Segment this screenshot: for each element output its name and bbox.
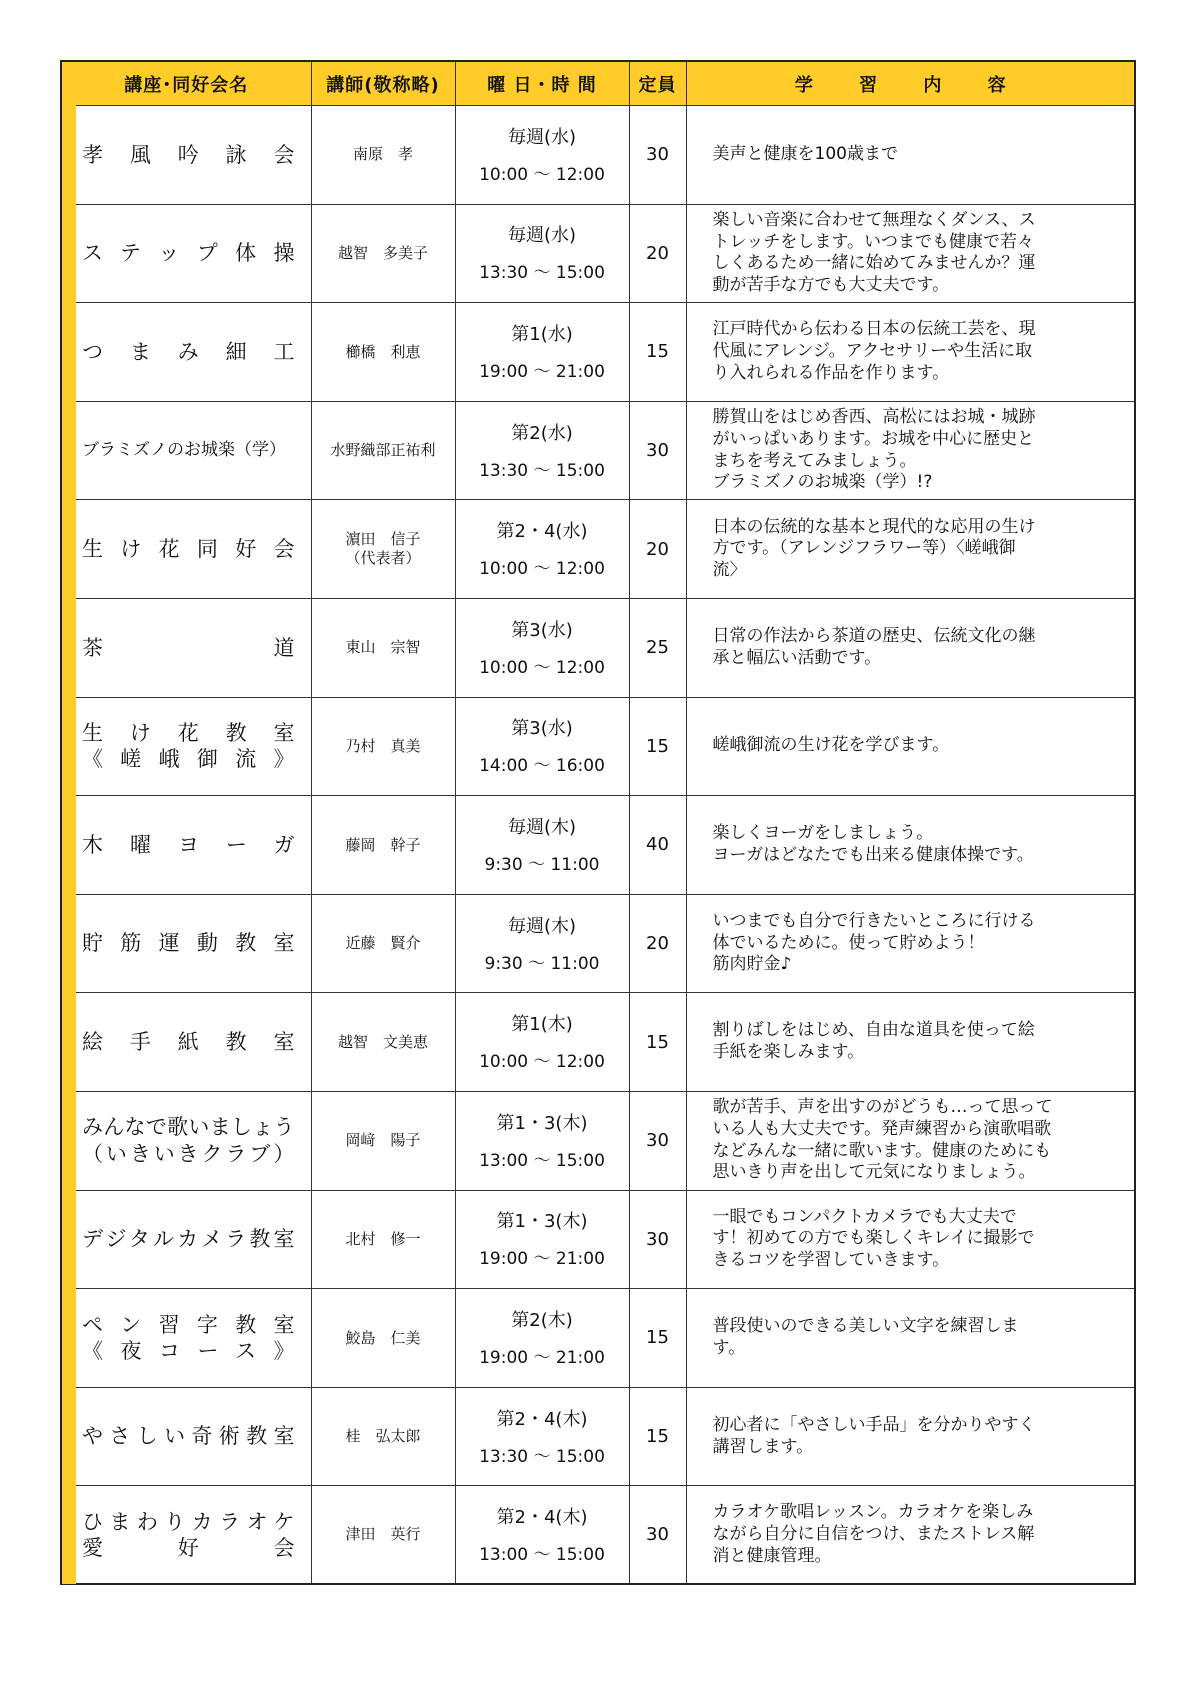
schedule-day: 第1・3(木)	[496, 1112, 588, 1134]
instructor	[311, 204, 455, 303]
course-table	[60, 60, 1136, 1585]
capacity: 15	[629, 1387, 686, 1486]
capacity: 30	[629, 1190, 686, 1289]
instructor-name: 近藤 賢介	[345, 934, 421, 953]
schedule-day: 第2・4(木)	[496, 1506, 588, 1528]
schedule-time: 10:00 ～ 12:00	[479, 657, 605, 678]
capacity: 30	[629, 1486, 686, 1585]
instructor-name: 東山 宗智	[345, 638, 421, 657]
course-description	[686, 303, 1135, 402]
description-line: トレッチをします。いつまでも健康で若々	[712, 231, 1034, 252]
schedule-day: 第2(木)	[511, 1309, 573, 1331]
schedule	[455, 1486, 629, 1585]
course-name	[61, 993, 311, 1092]
description-line: 歌が苦手、声を出すのがどうも…って思って	[712, 1097, 1053, 1118]
schedule	[455, 894, 629, 993]
capacity: 30	[629, 1091, 686, 1190]
instructor-name: 岡﨑 陽子	[345, 1131, 421, 1150]
course-name-line: ステップ体操	[82, 241, 295, 266]
schedule-time: 13:30 ～ 15:00	[479, 1446, 605, 1467]
instructor-name: 南原 孝	[352, 145, 413, 164]
schedule	[455, 1289, 629, 1388]
schedule-time: 14:00 ～ 16:00	[479, 756, 605, 777]
description-line: 美声と健康を100歳まで	[712, 143, 898, 164]
description-line: 楽しい音楽に合わせて無理なくダンス、ス	[712, 209, 1036, 230]
instructor-name: 濵田 信子	[345, 530, 421, 549]
instructor	[311, 401, 455, 500]
schedule-day: 毎週(水)	[507, 225, 577, 247]
course-name	[61, 598, 311, 697]
course-name-line: 愛好会	[82, 1535, 295, 1560]
capacity: 30	[629, 106, 686, 205]
table-row	[61, 993, 1135, 1092]
description-line: 一眼でもコンパクトカメラでも大丈夫で	[712, 1206, 1017, 1227]
header-schedule: 曜 日・時 間	[455, 61, 629, 106]
table-row	[61, 1387, 1135, 1486]
course-name-line: 《夜コース》	[82, 1338, 295, 1363]
schedule	[455, 993, 629, 1092]
table-row	[61, 1091, 1135, 1190]
schedule-day: 第1(水)	[511, 323, 573, 345]
capacity: 15	[629, 1289, 686, 1388]
capacity: 20	[629, 894, 686, 993]
description-line: 承と幅広い活動です。	[712, 647, 882, 668]
schedule	[455, 697, 629, 796]
course-name-line: みんなで歌いましょう	[82, 1115, 295, 1140]
instructor	[311, 598, 455, 697]
schedule	[455, 598, 629, 697]
description-line: 日常の作法から茶道の歴史、伝統文化の継	[712, 626, 1036, 647]
schedule-time: 13:00 ～ 15:00	[479, 1150, 605, 1171]
schedule-day: 第1(木)	[511, 1014, 573, 1036]
description-line: 消と健康管理。	[712, 1545, 832, 1566]
course-name	[61, 106, 311, 205]
course-description	[686, 500, 1135, 599]
description-line: などみんな一緒に歌います。健康のためにも	[712, 1140, 1052, 1161]
capacity: 15	[629, 697, 686, 796]
description-line: 動が苦手な方でも大丈夫です。	[712, 275, 950, 296]
description-line: 方です。（アレンジフラワー等）〈嵯峨御	[712, 538, 1016, 559]
instructor-note: （代表者）	[345, 549, 421, 568]
header-capacity: 定員	[629, 61, 686, 106]
schedule-time: 19:00 ～ 21:00	[479, 361, 605, 382]
instructor-name: 乃村 真美	[345, 736, 421, 755]
description-line: カラオケ歌唱レッスン。カラオケを楽しみ	[712, 1502, 1034, 1523]
instructor	[311, 106, 455, 205]
course-name	[61, 500, 311, 599]
schedule-day: 第2・4(水)	[496, 521, 588, 543]
instructor-name: 藤岡 幹子	[345, 835, 421, 854]
course-name	[61, 303, 311, 402]
schedule-time: 13:30 ～ 15:00	[479, 460, 605, 481]
course-name-line: 生け花同好会	[82, 537, 295, 562]
description-line: す。	[712, 1337, 746, 1358]
description-line: がいっぱいあります。お城を中心に歴史と	[712, 428, 1035, 449]
course-description	[686, 204, 1135, 303]
course-name	[61, 796, 311, 895]
course-name-line: 木曜ヨーガ	[82, 832, 295, 857]
description-line: 日本の伝統的な基本と現代的な応用の生け	[712, 516, 1036, 537]
course-description	[686, 598, 1135, 697]
instructor	[311, 500, 455, 599]
header-row	[61, 61, 1135, 106]
schedule-time: 13:30 ～ 15:00	[479, 263, 605, 284]
course-description	[686, 1091, 1135, 1190]
capacity: 40	[629, 796, 686, 895]
schedule-time: 13:00 ～ 15:00	[479, 1544, 605, 1565]
schedule-time: 10:00 ～ 12:00	[479, 559, 605, 580]
course-description	[686, 1190, 1135, 1289]
description-line: いつまでも自分で行きたいところに行ける	[712, 910, 1036, 931]
description-line: しくあるため一緒に始めてみませんか？運	[712, 253, 1036, 274]
schedule-day: 第2(水)	[511, 422, 573, 444]
instructor	[311, 1387, 455, 1486]
table-row	[61, 598, 1135, 697]
description-line: 普段使いのできる美しい文字を練習しま	[712, 1316, 1019, 1337]
capacity: 15	[629, 993, 686, 1092]
description-line: 初心者に「やさしい手品」を分かりやすく	[712, 1414, 1036, 1435]
description-line: 思いきり声を出して元気になりましょう。	[712, 1162, 1036, 1183]
course-name	[61, 1387, 311, 1486]
instructor-name: 櫛橋 利恵	[345, 342, 421, 361]
schedule-time: 9:30 ～ 11:00	[484, 953, 600, 974]
table-row	[61, 500, 1135, 599]
course-description	[686, 1486, 1135, 1585]
description-line: 体でいるために。使って貯めよう！	[712, 932, 985, 953]
course-name-line: つまみ細工	[82, 339, 295, 364]
course-description	[686, 697, 1135, 796]
course-name	[61, 1190, 311, 1289]
schedule-day: 毎週(水)	[507, 126, 577, 148]
course-name-line: （いきいきクラブ）	[82, 1141, 295, 1166]
course-description	[686, 401, 1135, 500]
description-line: きるコツを学習していきます。	[712, 1250, 950, 1271]
course-description	[686, 796, 1135, 895]
table-row	[61, 1190, 1135, 1289]
course-description	[686, 894, 1135, 993]
schedule-time: 19:00 ～ 21:00	[479, 1249, 605, 1270]
instructor-name: 鮫島 仁美	[345, 1328, 421, 1347]
schedule-day: 毎週(木)	[507, 816, 577, 838]
course-rows	[61, 106, 1135, 1585]
description-line: 嵯峨御流の生け花を学びます。	[712, 735, 950, 756]
course-description	[686, 1289, 1135, 1388]
table-row	[61, 1289, 1135, 1388]
description-line: 筋肉貯金♪	[712, 954, 792, 975]
course-name	[61, 204, 311, 303]
schedule	[455, 303, 629, 402]
course-schedule-sheet	[60, 60, 1134, 1585]
course-name-line: 茶道	[82, 635, 295, 660]
course-name-line: やさしい奇術教室	[82, 1424, 295, 1449]
description-line: 楽しくヨーガをしましょう。	[712, 823, 934, 844]
course-name	[61, 1486, 311, 1585]
course-name-line: ペン習字教室	[82, 1312, 295, 1337]
description-line: ブラミズノのお城楽（学）!?	[712, 472, 933, 493]
table-row	[61, 204, 1135, 303]
instructor	[311, 697, 455, 796]
schedule-day: 第3(水)	[511, 718, 573, 740]
course-name	[61, 1289, 311, 1388]
course-name	[61, 697, 311, 796]
course-description	[686, 1387, 1135, 1486]
course-name	[61, 401, 311, 500]
course-name	[61, 894, 311, 993]
table-row	[61, 1486, 1135, 1585]
schedule-time: 19:00 ～ 21:00	[479, 1347, 605, 1368]
course-description	[686, 993, 1135, 1092]
course-name-line: 孝風吟詠会	[82, 142, 295, 167]
instructor	[311, 1486, 455, 1585]
schedule-day: 第1・3(木)	[496, 1211, 588, 1233]
course-name-line: 《嵯峨御流》	[82, 747, 295, 772]
schedule-day: 第2・4(木)	[496, 1408, 588, 1430]
table-row	[61, 894, 1135, 993]
description-line: 江戸時代から伝わる日本の伝統工芸を、現	[712, 319, 1036, 340]
schedule-day: 第3(水)	[511, 619, 573, 641]
capacity: 20	[629, 204, 686, 303]
schedule	[455, 106, 629, 205]
table-row	[61, 303, 1135, 402]
course-name-line: デジタルカメラ教室	[82, 1227, 295, 1252]
description-line: 講習します。	[712, 1436, 814, 1457]
table-row	[61, 401, 1135, 500]
description-line: 割りばしをはじめ、自由な道具を使って絵	[712, 1020, 1035, 1041]
header-course: 講座･同好会名	[61, 61, 311, 106]
instructor-name: 越智 文美恵	[337, 1032, 428, 1051]
instructor	[311, 993, 455, 1092]
instructor	[311, 1190, 455, 1289]
description-line: まちを考えてみましょう。	[712, 450, 917, 471]
schedule	[455, 796, 629, 895]
table-row	[61, 697, 1135, 796]
course-name-line: ひまわりカラオケ	[82, 1509, 295, 1534]
schedule	[455, 1387, 629, 1486]
instructor-name: 北村 修一	[345, 1229, 421, 1248]
instructor	[311, 796, 455, 895]
description-line: いる人も大丈夫です。発声練習から演歌唱歌	[712, 1118, 1052, 1139]
schedule-time: 9:30 ～ 11:00	[484, 854, 600, 875]
header-content: 学 習 内 容	[686, 61, 1135, 106]
course-name	[61, 1091, 311, 1190]
course-name-line: 貯筋運動教室	[82, 931, 295, 956]
description-line: す！初めての方でも楽しくキレイに撮影で	[712, 1228, 1035, 1249]
description-line: 流〉	[712, 560, 747, 581]
capacity: 25	[629, 598, 686, 697]
schedule	[455, 1190, 629, 1289]
instructor-name: 越智 多美子	[337, 244, 428, 263]
course-name-line: 絵手紙教室	[82, 1030, 295, 1055]
table-row	[61, 106, 1135, 205]
schedule	[455, 204, 629, 303]
instructor-name: 津田 英行	[345, 1525, 421, 1544]
capacity: 30	[629, 401, 686, 500]
description-line: ながら自分に自信をつけ、またストレス解	[712, 1523, 1035, 1544]
instructor	[311, 303, 455, 402]
schedule-time: 10:00 ～ 12:00	[479, 1052, 605, 1073]
capacity: 20	[629, 500, 686, 599]
instructor	[311, 1091, 455, 1190]
schedule	[455, 401, 629, 500]
course-name-line: ブラミズノのお城楽（学）	[82, 439, 286, 460]
description-line: 勝賀山をはじめ香西、高松にはお城・城跡	[712, 407, 1036, 428]
schedule-day: 毎週(木)	[507, 915, 577, 937]
schedule	[455, 500, 629, 599]
capacity: 15	[629, 303, 686, 402]
instructor	[311, 894, 455, 993]
schedule	[455, 1091, 629, 1190]
schedule-time: 10:00 ～ 12:00	[479, 164, 605, 185]
instructor-name: 桂 弘太郎	[345, 1427, 421, 1446]
course-name-line: 生け花教室	[82, 721, 295, 746]
header-instructor: 講師(敬称略)	[311, 61, 455, 106]
description-line: 手紙を楽しみます。	[712, 1042, 865, 1063]
description-line: ヨーガはどなたでも出来る健康体操です。	[712, 844, 1034, 865]
instructor-name: 水野織部正祐利	[330, 441, 436, 460]
table-row	[61, 796, 1135, 895]
description-line: 代風にアレンジ。アクセサリーや生活に取	[712, 341, 1033, 362]
course-description	[686, 106, 1135, 205]
instructor	[311, 1289, 455, 1388]
description-line: り入れられる作品を作ります。	[712, 362, 950, 383]
